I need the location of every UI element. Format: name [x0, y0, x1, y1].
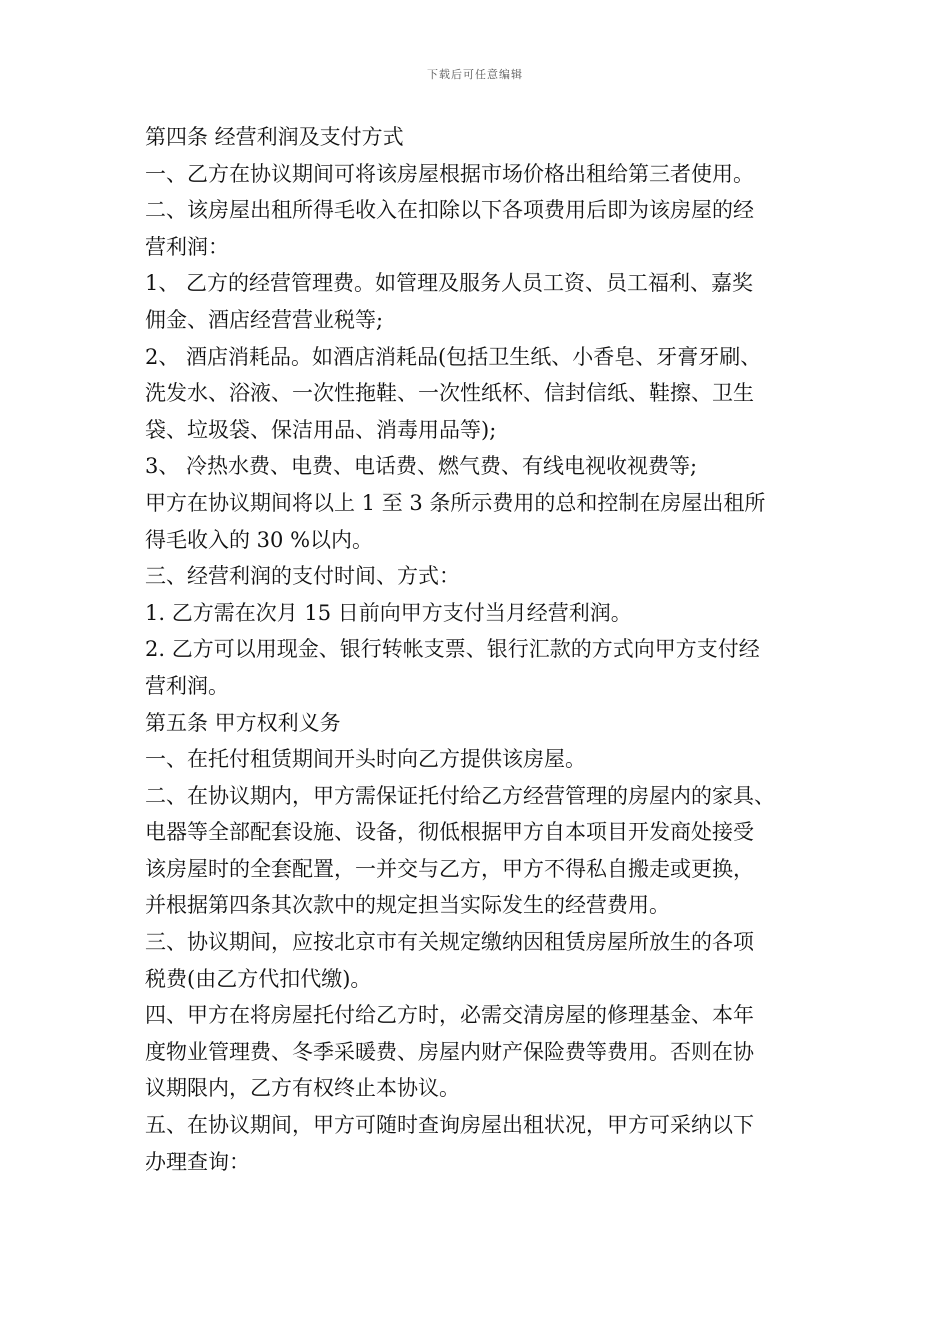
- paragraph-line: 得毛收入的 30 %以内。: [145, 527, 374, 552]
- paragraph-line: 该房屋时的全套配置，一并交与乙方，甲方不得私自搬走或更换，: [145, 856, 754, 881]
- document-body: [145, 119, 825, 1180]
- article-5-heading: 第五条 甲方权利义务: [145, 710, 341, 735]
- paragraph-line: 一、乙方在协议期间可将该房屋根据市场价格出租给第三者使用。: [145, 161, 754, 186]
- paragraph-line: 3、 冷热水费、电费、电话费、燃气费、有线电视收视费等;: [145, 454, 698, 479]
- paragraph-line: 1、 乙方的经营管理费。如管理及服务人员工资、员工福利、嘉奖: [145, 271, 754, 296]
- paragraph-line: 2. 乙方可以用现金、银行转帐支票、银行汇款的方式向甲方支付经: [145, 637, 760, 662]
- page-header: 下载后可任意编辑: [427, 68, 523, 81]
- paragraph-line: 四、甲方在将房屋托付给乙方时，必需交清房屋的修理基金、本年: [145, 1003, 754, 1028]
- paragraph-line: 五、在协议期间，甲方可随时查询房屋出租状况，甲方可采纳以下: [145, 1113, 754, 1138]
- paragraph-line: 议期限内，乙方有权终止本协议。: [145, 1076, 460, 1101]
- paragraph-line: 1. 乙方需在次月 15 日前向甲方支付当月经营利润。: [145, 600, 632, 625]
- paragraph-line: 营利润。: [145, 673, 229, 698]
- paragraph-line: 佣金、酒店经营营业税等;: [145, 307, 384, 332]
- paragraph-line: 洗发水、浴液、一次性拖鞋、一次性纸杯、信封信纸、鞋擦、卫生: [145, 381, 754, 406]
- paragraph-line: 袋、垃圾袋、保洁用品、消毒用品等);: [145, 417, 497, 442]
- paragraph-line: 营利润：: [145, 234, 229, 259]
- paragraph-line: 电器等全部配套设施、设备，彻低根据甲方自本项目开发商处接受: [145, 820, 754, 845]
- paragraph-line: 二、该房屋出租所得毛收入在扣除以下各项费用后即为该房屋的经: [145, 198, 754, 223]
- paragraph-line: 一、在托付租赁期间开头时向乙方提供该房屋。: [145, 747, 586, 772]
- paragraph-line: 度物业管理费、冬季采暖费、房屋内财产保险费等费用。否则在协: [145, 1039, 754, 1064]
- paragraph-line: 三、协议期间，应按北京市有关规定缴纳因租赁房屋所放生的各项: [145, 930, 754, 955]
- paragraph-line: 三、经营利润的支付时间、方式：: [145, 564, 460, 589]
- paragraph-line: 甲方在协议期间将以上 1 至 3 条所示费用的总和控制在房屋出租所: [145, 490, 766, 515]
- paragraph-line: 办理查询：: [145, 1149, 250, 1174]
- paragraph-line: 二、在协议期内，甲方需保证托付给乙方经营管理的房屋内的家具、: [145, 783, 775, 808]
- paragraph-line: 税费(由乙方代扣代缴)。: [145, 966, 372, 991]
- article-4-heading: 第四条 经营利润及支付方式: [145, 125, 404, 149]
- paragraph-line: 2、 酒店消耗品。如酒店消耗品(包括卫生纸、小香皂、牙膏牙刷、: [145, 344, 762, 369]
- paragraph-line: 并根据第四条其次款中的规定担当实际发生的经营费用。: [145, 893, 670, 918]
